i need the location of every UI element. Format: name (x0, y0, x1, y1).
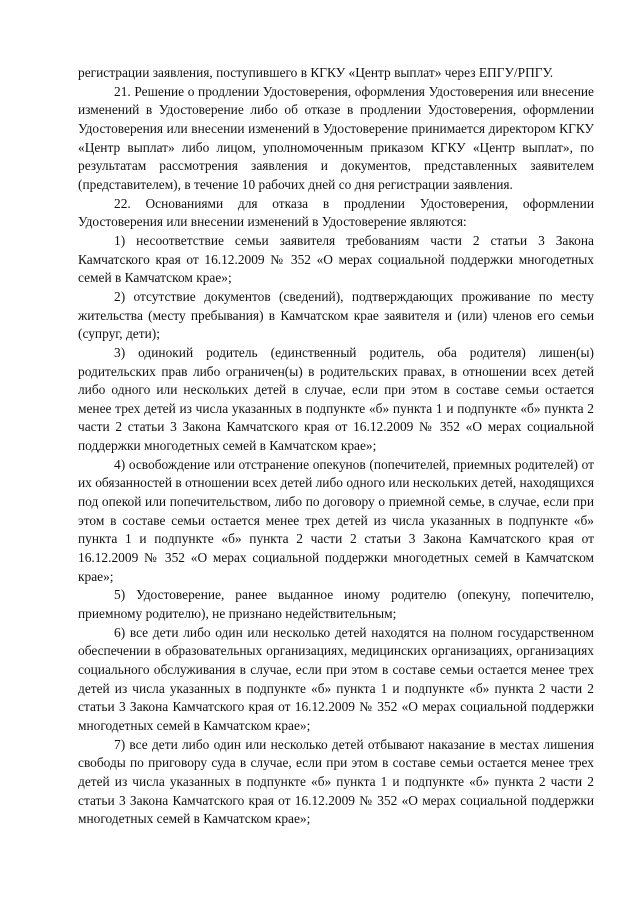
list-item-4: 4) освобождение или отстранение опекунов (попечителей, приемных родителей) от их обязанностей в отношении всех детей либо одного или нескольких детей, находящихся под опекой или попечительством, либо по договору о приемной семье, в случае, если при этом в составе семьи остается менее трех детей из числа указанных в подпункте «б» пункта 1 и подпункте «б» пункта 2 части 2 статьи 3 Закона Камчатского края от 16.12.2009 № 352 «О мерах социальной поддержки многодетных семей в Камчатском крае»; (78, 456, 594, 584)
list-item-5: 5) Удостоверение, ранее выданное иному родителю (опекуну, попечителю, приемному родителю), не признано недействительным; (78, 587, 594, 622)
paragraph-continuation: регистрации заявления, поступившего в КГКУ «Центр выплат» через ЕПГУ/РПГУ. (78, 65, 554, 80)
list-item-2: 2) отсутствие документов (сведений), подтверждающих проживание по месту жительства (месту пребывания) в Камчатском крае заявителя и (или) членов его семьи (супруг, дети); (78, 288, 594, 342)
list-item-1: 1) несоответствие семьи заявителя требованиям части 2 статьи 3 Закона Камчатского края от 16.12.2009 № 352 «О мерах социальной поддержки многодетных семей в Камчатском крае»; (78, 232, 594, 286)
list-item-3: 3) одинокий родитель (единственный родитель, оба родителя) лишен(ы) родительских прав либо ограничен(ы) в родительских правах, в отношении всех детей либо одного или нескольких детей в случае, если при этом в составе семьи остается менее трех детей из числа указанных в подпункте «б» пункта 1 и подпункте «б» пункта 2 части 2 статьи 3 Закона Камчатского края от 16.12.2009 № 352 «О мерах социальной поддержки многодетных семей в Камчатском крае»; (78, 344, 594, 454)
paragraph-item-21: 21. Решение о продлении Удостоверения, оформления Удостоверения или внесение изменений в Удостоверение либо об отказе в продлении Удостоверения, оформлении Удостоверения или внесении изменений в Удостоверение принимается директором КГКУ «Центр выплат» либо лицом, уполномоченным приказом КГКУ «Центр выплат», по результатам рассмотрения заявления и документов, представленных заявителем (представителем), в течение 10 рабочих дней со дня регистрации заявления. (78, 83, 594, 192)
document-body (78, 64, 594, 829)
list-item-7: 7) все дети либо один или несколько детей отбывают наказание в местах лишения свободы по приговору суда в случае, если при этом в составе семьи остается менее трех детей из числа указанных в подпункте «б» пункта 1 и подпункте «б» пункта 2 части 2 статьи 3 Закона Камчатского края от 16.12.2009 № 352 «О мерах социальной поддержки многодетных семей в Камчатском крае»; (78, 736, 594, 827)
list-item-6: 6) все дети либо один или несколько детей находятся на полном государственном обеспечении в образовательных организациях, медицинских организациях, организациях социального обслуживания в случае, если при этом в составе семьи остается менее трех детей из числа указанных в подпункте «б» пункта 1 и подпункте «б» пункта 2 части 2 статьи 3 Закона Камчатского края от 16.12.2009 № 352 «О мерах социальной поддержки многодетных семей в Камчатском крае»; (78, 624, 594, 733)
paragraph-item-22: 22. Основаниями для отказа в продлении Удостоверения, оформлении Удостоверения или внесении изменений в Удостоверение являются: (78, 195, 594, 230)
